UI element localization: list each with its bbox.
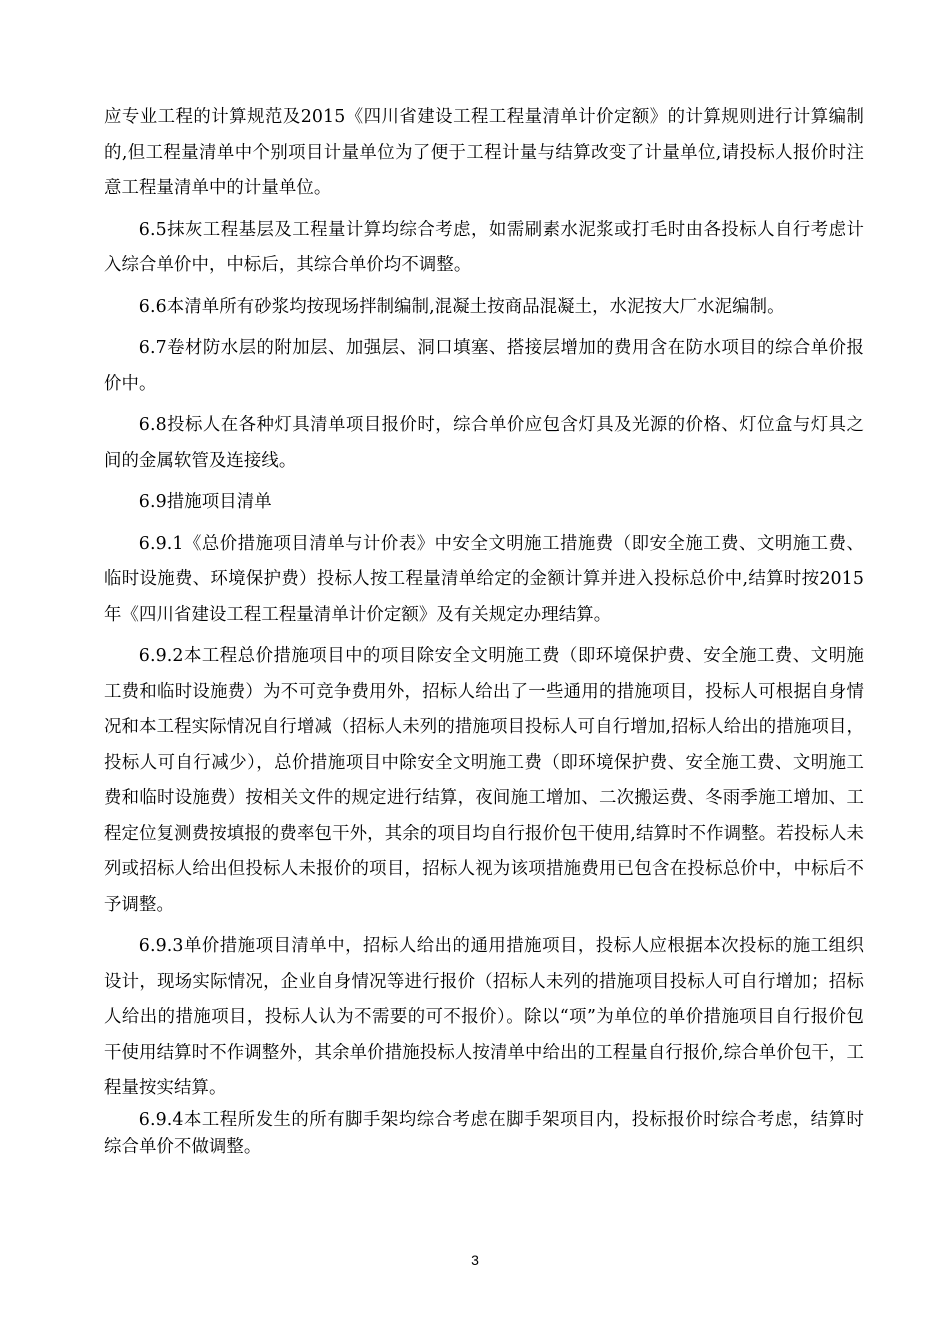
paragraph-6-8: 6.8投标人在各种灯具清单项目报价时，综合单价应包含灯具及光源的价格、灯位盒与灯具之间的金属软管及连接线。 [104,415,864,471]
paragraph-6-9-3: 6.9.3单价措施项目清单中，招标人给出的通用措施项目，投标人应根据本次投标的施工组织设计，现场实际情况，企业自身情况等进行报价（招标人未列的措施项目投标人可自行增加；招标人给出的措施项目，投标人认为不需要的可不报价）。除以“项”为单位的单价措施项目自行报价包干使用结算时不作调整外，其余单价措施投标人按清单中给出的工程量自行报价,综合单价包干，工程量按实结算。 [104,936,864,1098]
paragraph-6-7: 6.7卷材防水层的附加层、加强层、洞口填塞、搭接层增加的费用含在防水项目的综合单价报价中。 [104,338,864,394]
paragraph-6-5: 6.5抹灰工程基层及工程量计算均综合考虑，如需刷素水泥浆或打毛时由各投标人自行考虑计入综合单价中，中标后，其综合单价均不调整。 [104,219,864,275]
paragraph-6-6: 6.6本清单所有砂浆均按现场拌制编制,混凝土按商品混凝土，水泥按大厂水泥编制。 [138,296,785,317]
page-number: 3 [471,1252,479,1268]
paragraph-6-9-heading: 6.9措施项目清单 [138,492,272,512]
body-text [104,100,864,1161]
paragraph-6-9-2: 6.9.2本工程总价措施项目中的项目除安全文明施工费（即环境保护费、安全施工费、文明施工费和临时设施费）为不可竞争费用外，招标人给出了一些通用的措施项目，投标人可根据自身情况和本工程实际情况自行增减（招标人未列的措施项目投标人可自行增加,招标人给出的措施项目，投标人可自行减少），总价措施项目中除安全文明施工费（即环境保护费、安全施工费、文明施工费和临时设施费）按相关文件的规定进行结算，夜间施工增加、二次搬运费、冬雨季施工增加、工程定位复测费按填报的费率包干外，其余的项目均自行报价包干使用,结算时不作调整。若投标人未列或招标人给出但投标人未报价的项目，招标人视为该项措施费用已包含在投标总价中，中标后不予调整。 [104,646,864,915]
paragraph-continuation: 应专业工程的计算规范及2015《四川省建设工程工程量清单计价定额》的计算规则进行计算编制的,但工程量清单中个别项目计量单位为了便于工程计量与结算改变了计量单位,请投标人报价时注意工程量清单中的计量单位。 [104,107,864,198]
paragraph-6-9-4: 6.9.4本工程所发生的所有脚手架均综合考虑在脚手架项目内，投标报价时综合考虑，结算时综合单价不做调整。 [104,1109,864,1157]
paragraph-6-9-1: 6.9.1《总价措施项目清单与计价表》中安全文明施工措施费（即安全施工费、文明施工费、临时设施费、环境保护费）投标人按工程量清单给定的金额计算并进入投标总价中,结算时按2015年《四川省建设工程工程量清单计价定额》及有关规定办理结算。 [104,533,864,625]
